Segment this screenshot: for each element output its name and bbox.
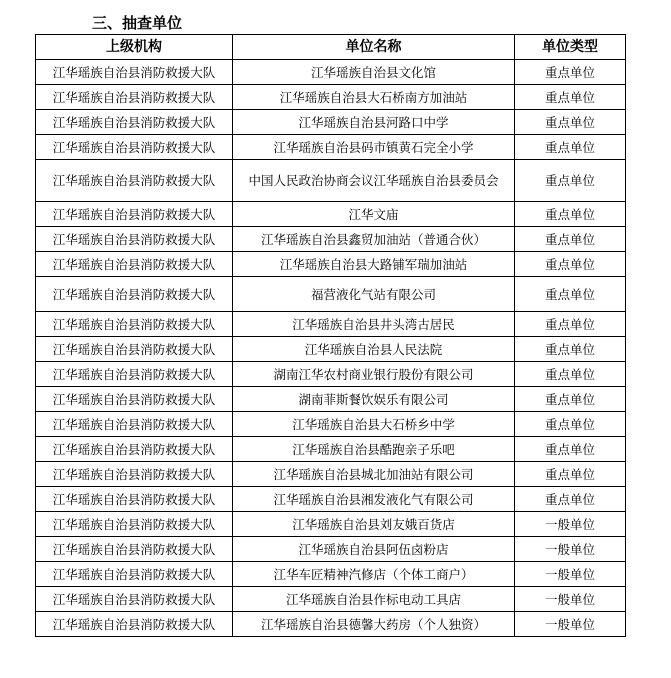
cell-unit-name: 江华瑶族自治县人民法院: [233, 337, 515, 362]
cell-org: 江华瑶族自治县消防救援大队: [36, 277, 233, 312]
cell-unit-name: 江华瑶族自治县湘发液化气有限公司: [233, 487, 515, 512]
cell-unit-name: 江华瑶族自治县码市镇黄石完全小学: [233, 135, 515, 160]
table-row: [36, 337, 626, 362]
table-row: [36, 362, 626, 387]
table-row: [36, 437, 626, 462]
cell-org: 江华瑶族自治县消防救援大队: [36, 387, 233, 412]
cell-org: 江华瑶族自治县消防救援大队: [36, 85, 233, 110]
cell-org: 江华瑶族自治县消防救援大队: [36, 252, 233, 277]
table-row: [36, 562, 626, 587]
cell-unit-type: 重点单位: [515, 337, 626, 362]
cell-unit-name: 江华瑶族自治县酷跑亲子乐吧: [233, 437, 515, 462]
cell-org: 江华瑶族自治县消防救援大队: [36, 160, 233, 202]
table-row: [36, 60, 626, 85]
cell-unit-name: 江华瑶族自治县大石桥乡中学: [233, 412, 515, 437]
cell-org: 江华瑶族自治县消防救援大队: [36, 562, 233, 587]
cell-unit-name: 江华瑶族自治县井头湾古居民: [233, 312, 515, 337]
cell-unit-type: 一般单位: [515, 587, 626, 612]
cell-org: 江华瑶族自治县消防救援大队: [36, 612, 233, 637]
cell-unit-name: 江华瑶族自治县文化馆: [233, 60, 515, 85]
cell-org: 江华瑶族自治县消防救援大队: [36, 537, 233, 562]
cell-org: 江华瑶族自治县消防救援大队: [36, 487, 233, 512]
cell-unit-type: 重点单位: [515, 135, 626, 160]
table-row: [36, 202, 626, 227]
cell-unit-name: 江华瑶族自治县城北加油站有限公司: [233, 462, 515, 487]
column-header-unit-type: 单位类型: [515, 35, 626, 60]
table-row: [36, 110, 626, 135]
table-row: [36, 85, 626, 110]
cell-org: 江华瑶族自治县消防救援大队: [36, 462, 233, 487]
cell-unit-type: 重点单位: [515, 60, 626, 85]
cell-unit-type: 重点单位: [515, 487, 626, 512]
cell-org: 江华瑶族自治县消防救援大队: [36, 512, 233, 537]
cell-unit-type: 重点单位: [515, 312, 626, 337]
cell-unit-name: 福营液化气站有限公司: [233, 277, 515, 312]
column-header-unit-name: 单位名称: [233, 35, 515, 60]
cell-org: 江华瑶族自治县消防救援大队: [36, 60, 233, 85]
cell-unit-type: 重点单位: [515, 277, 626, 312]
cell-unit-name: 江华瑶族自治县大路铺军瑞加油站: [233, 252, 515, 277]
cell-unit-type: 重点单位: [515, 412, 626, 437]
table-row: [36, 512, 626, 537]
cell-unit-name: 江华瑶族自治县德馨大药房（个人独资）: [233, 612, 515, 637]
table-row: [36, 412, 626, 437]
cell-unit-name: 湖南江华农村商业银行股份有限公司: [233, 362, 515, 387]
cell-unit-type: 重点单位: [515, 437, 626, 462]
table-row: [36, 387, 626, 412]
cell-unit-name: 湖南菲斯餐饮娱乐有限公司: [233, 387, 515, 412]
cell-org: 江华瑶族自治县消防救援大队: [36, 337, 233, 362]
inspection-units-table: [35, 34, 626, 637]
cell-org: 江华瑶族自治县消防救援大队: [36, 362, 233, 387]
cell-unit-type: 重点单位: [515, 387, 626, 412]
table-row: [36, 537, 626, 562]
table-row: [36, 135, 626, 160]
cell-unit-name: 江华瑶族自治县大石桥南方加油站: [233, 85, 515, 110]
cell-unit-type: 重点单位: [515, 227, 626, 252]
cell-unit-type: 重点单位: [515, 462, 626, 487]
cell-org: 江华瑶族自治县消防救援大队: [36, 110, 233, 135]
table-row: [36, 612, 626, 637]
cell-unit-name: 江华瑶族自治县河路口中学: [233, 110, 515, 135]
cell-unit-name: 江华文庙: [233, 202, 515, 227]
cell-unit-name: 江华车匠精神汽修店（个体工商户）: [233, 562, 515, 587]
table-row: [36, 487, 626, 512]
cell-org: 江华瑶族自治县消防救援大队: [36, 437, 233, 462]
cell-unit-type: 重点单位: [515, 85, 626, 110]
table-row: [36, 462, 626, 487]
section-title: 三、抽查单位: [92, 14, 183, 32]
cell-org: 江华瑶族自治县消防救援大队: [36, 587, 233, 612]
table-row: [36, 227, 626, 252]
table-row: [36, 277, 626, 312]
cell-unit-name: 江华瑶族自治县作标电动工具店: [233, 587, 515, 612]
cell-unit-type: 一般单位: [515, 612, 626, 637]
cell-unit-name: 江华瑶族自治县刘友娥百货店: [233, 512, 515, 537]
cell-unit-name: 江华瑶族自治县鑫贸加油站（普通合伙）: [233, 227, 515, 252]
table-row: [36, 160, 626, 202]
cell-unit-type: 重点单位: [515, 202, 626, 227]
cell-unit-type: 重点单位: [515, 110, 626, 135]
cell-org: 江华瑶族自治县消防救援大队: [36, 135, 233, 160]
cell-unit-name: 江华瑶族自治县阿伍卤粉店: [233, 537, 515, 562]
cell-unit-type: 一般单位: [515, 512, 626, 537]
cell-unit-type: 重点单位: [515, 362, 626, 387]
column-header-org: 上级机构: [36, 35, 233, 60]
cell-org: 江华瑶族自治县消防救援大队: [36, 227, 233, 252]
cell-org: 江华瑶族自治县消防救援大队: [36, 412, 233, 437]
table-row: [36, 312, 626, 337]
table-header-row: [36, 35, 626, 60]
cell-unit-type: 一般单位: [515, 537, 626, 562]
table-row: [36, 252, 626, 277]
cell-unit-type: 重点单位: [515, 252, 626, 277]
cell-unit-name: 中国人民政治协商会议江华瑶族自治县委员会: [233, 160, 515, 202]
cell-unit-type: 重点单位: [515, 160, 626, 202]
table-row: [36, 587, 626, 612]
cell-org: 江华瑶族自治县消防救援大队: [36, 202, 233, 227]
cell-org: 江华瑶族自治县消防救援大队: [36, 312, 233, 337]
cell-unit-type: 一般单位: [515, 562, 626, 587]
